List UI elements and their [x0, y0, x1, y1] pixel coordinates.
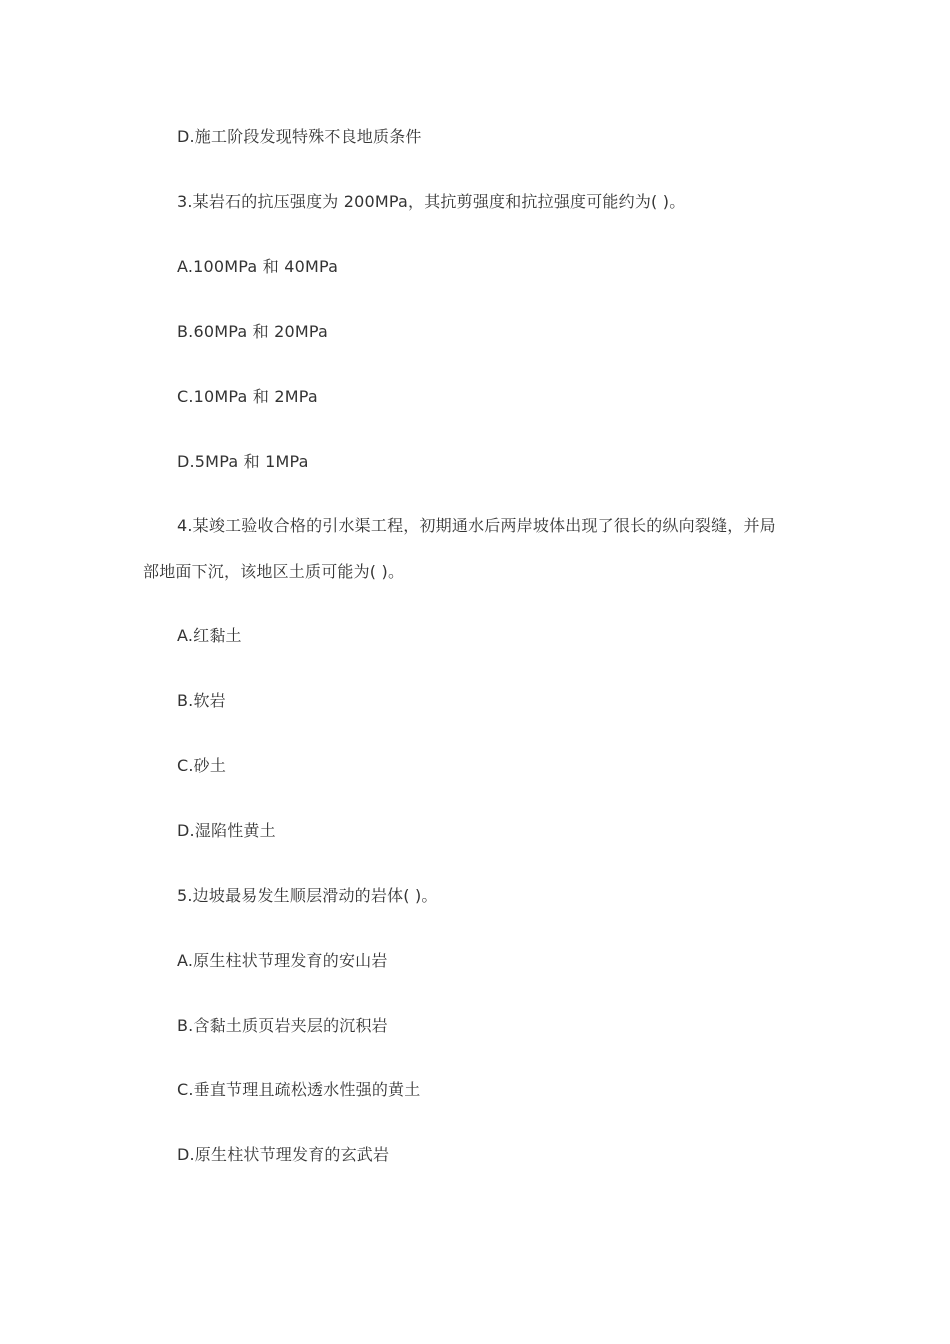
- q5-option-d: D.原生柱状节理发育的玄武岩: [177, 1145, 390, 1164]
- q3-option-d: D.5MPa 和 1MPa: [177, 452, 309, 471]
- q4-option-d: D.湿陷性黄土: [177, 821, 276, 840]
- q5-option-c: C.垂直节理且疏松透水性强的黄土: [177, 1080, 421, 1099]
- q2-option-d: D.施工阶段发现特殊不良地质条件: [177, 127, 422, 146]
- q4-question-line2: 部地面下沉，该地区土质可能为( )。: [143, 562, 405, 581]
- q5-question: 5.边坡最易发生顺层滑动的岩体( )。: [177, 886, 438, 905]
- q5-option-a: A.原生柱状节理发育的安山岩: [177, 951, 388, 970]
- q3-option-c: C.10MPa 和 2MPa: [177, 387, 318, 406]
- q5-option-b: B.含黏土质页岩夹层的沉积岩: [177, 1016, 388, 1035]
- q3-option-a: A.100MPa 和 40MPa: [177, 257, 339, 276]
- q3-question: 3.某岩石的抗压强度为 200MPa，其抗剪强度和抗拉强度可能约为( )。: [177, 192, 686, 211]
- q4-option-c: C.砂土: [177, 756, 227, 775]
- q4-question-line1: 4.某竣工验收合格的引水渠工程，初期通水后两岸坡体出现了很长的纵向裂缝，并局: [177, 516, 776, 535]
- q4-option-a: A.红黏土: [177, 626, 242, 645]
- q4-option-b: B.软岩: [177, 691, 226, 710]
- q3-option-b: B.60MPa 和 20MPa: [177, 322, 329, 341]
